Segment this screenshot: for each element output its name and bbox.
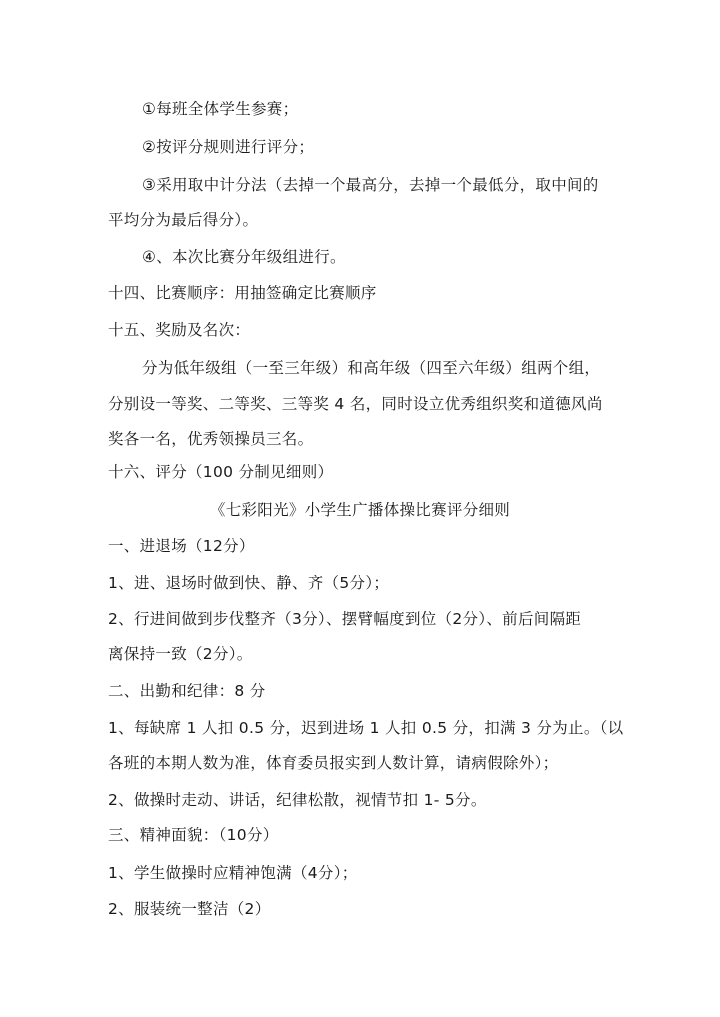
part-1-item-1: 1、进、退场时做到快、静、齐（5分）； bbox=[108, 574, 390, 592]
section-14-heading: 十四、比赛顺序：用抽签确定比赛顺序 bbox=[108, 284, 377, 302]
part-2-item-1: 1、每缺席 1 人扣 0.5 分，迟到进场 1 人扣 0.5 分，扣满 3 分为止。（以 bbox=[108, 719, 624, 737]
part-3-heading: 三、精神面貌：（10分） bbox=[108, 826, 279, 844]
part-1-heading: 一、进退场（12分） bbox=[108, 537, 255, 555]
part-1-item-2: 2、行进间做到步伐整齐（3分）、摆臂幅度到位（2分）、前后间隔距 bbox=[108, 610, 582, 628]
rule-item-3-continued: 平均分为最后得分）。 bbox=[108, 211, 259, 229]
rule-item-2: ②按评分规则进行评分； bbox=[142, 138, 315, 156]
awards-paragraph-line-1: 分为低年级组（一至三年级）和高年级（四至六年级）组两个组， bbox=[142, 359, 601, 377]
section-16-heading: 十六、评分（100 分制见细则） bbox=[108, 463, 334, 481]
rule-item-3: ③采用取中计分法（去掉一个最高分，去掉一个最低分，取中间的 bbox=[142, 176, 599, 194]
part-2-item-1-continued: 各班的本期人数为准，体育委员报实到人数计算，请病假除外）； bbox=[108, 754, 559, 772]
awards-paragraph-line-2: 分别设一等奖、二等奖、三等奖 4 名，同时设立优秀组织奖和道德风尚 bbox=[108, 395, 603, 413]
rule-item-1: ①每班全体学生参赛； bbox=[142, 100, 299, 118]
scoring-rules-title: 《七彩阳光》小学生广播体操比赛评分细则 bbox=[209, 501, 511, 519]
part-1-item-2-continued: 离保持一致（2分）。 bbox=[108, 645, 253, 663]
awards-paragraph-line-3: 奖各一名，优秀领操员三名。 bbox=[108, 430, 314, 448]
part-2-item-2: 2、做操时走动、讲话，纪律松散，视情节扣 1- 5分。 bbox=[108, 791, 487, 809]
rule-item-4: ④、本次比赛分年级组进行。 bbox=[142, 248, 346, 266]
part-3-item-2: 2、服装统一整洁（2） bbox=[108, 900, 271, 918]
part-2-heading: 二、出勤和纪律：8 分 bbox=[108, 682, 266, 700]
part-3-item-1: 1、学生做操时应精神饱满（4分）； bbox=[108, 864, 358, 882]
section-15-heading: 十五、奖励及名次： bbox=[108, 321, 251, 339]
